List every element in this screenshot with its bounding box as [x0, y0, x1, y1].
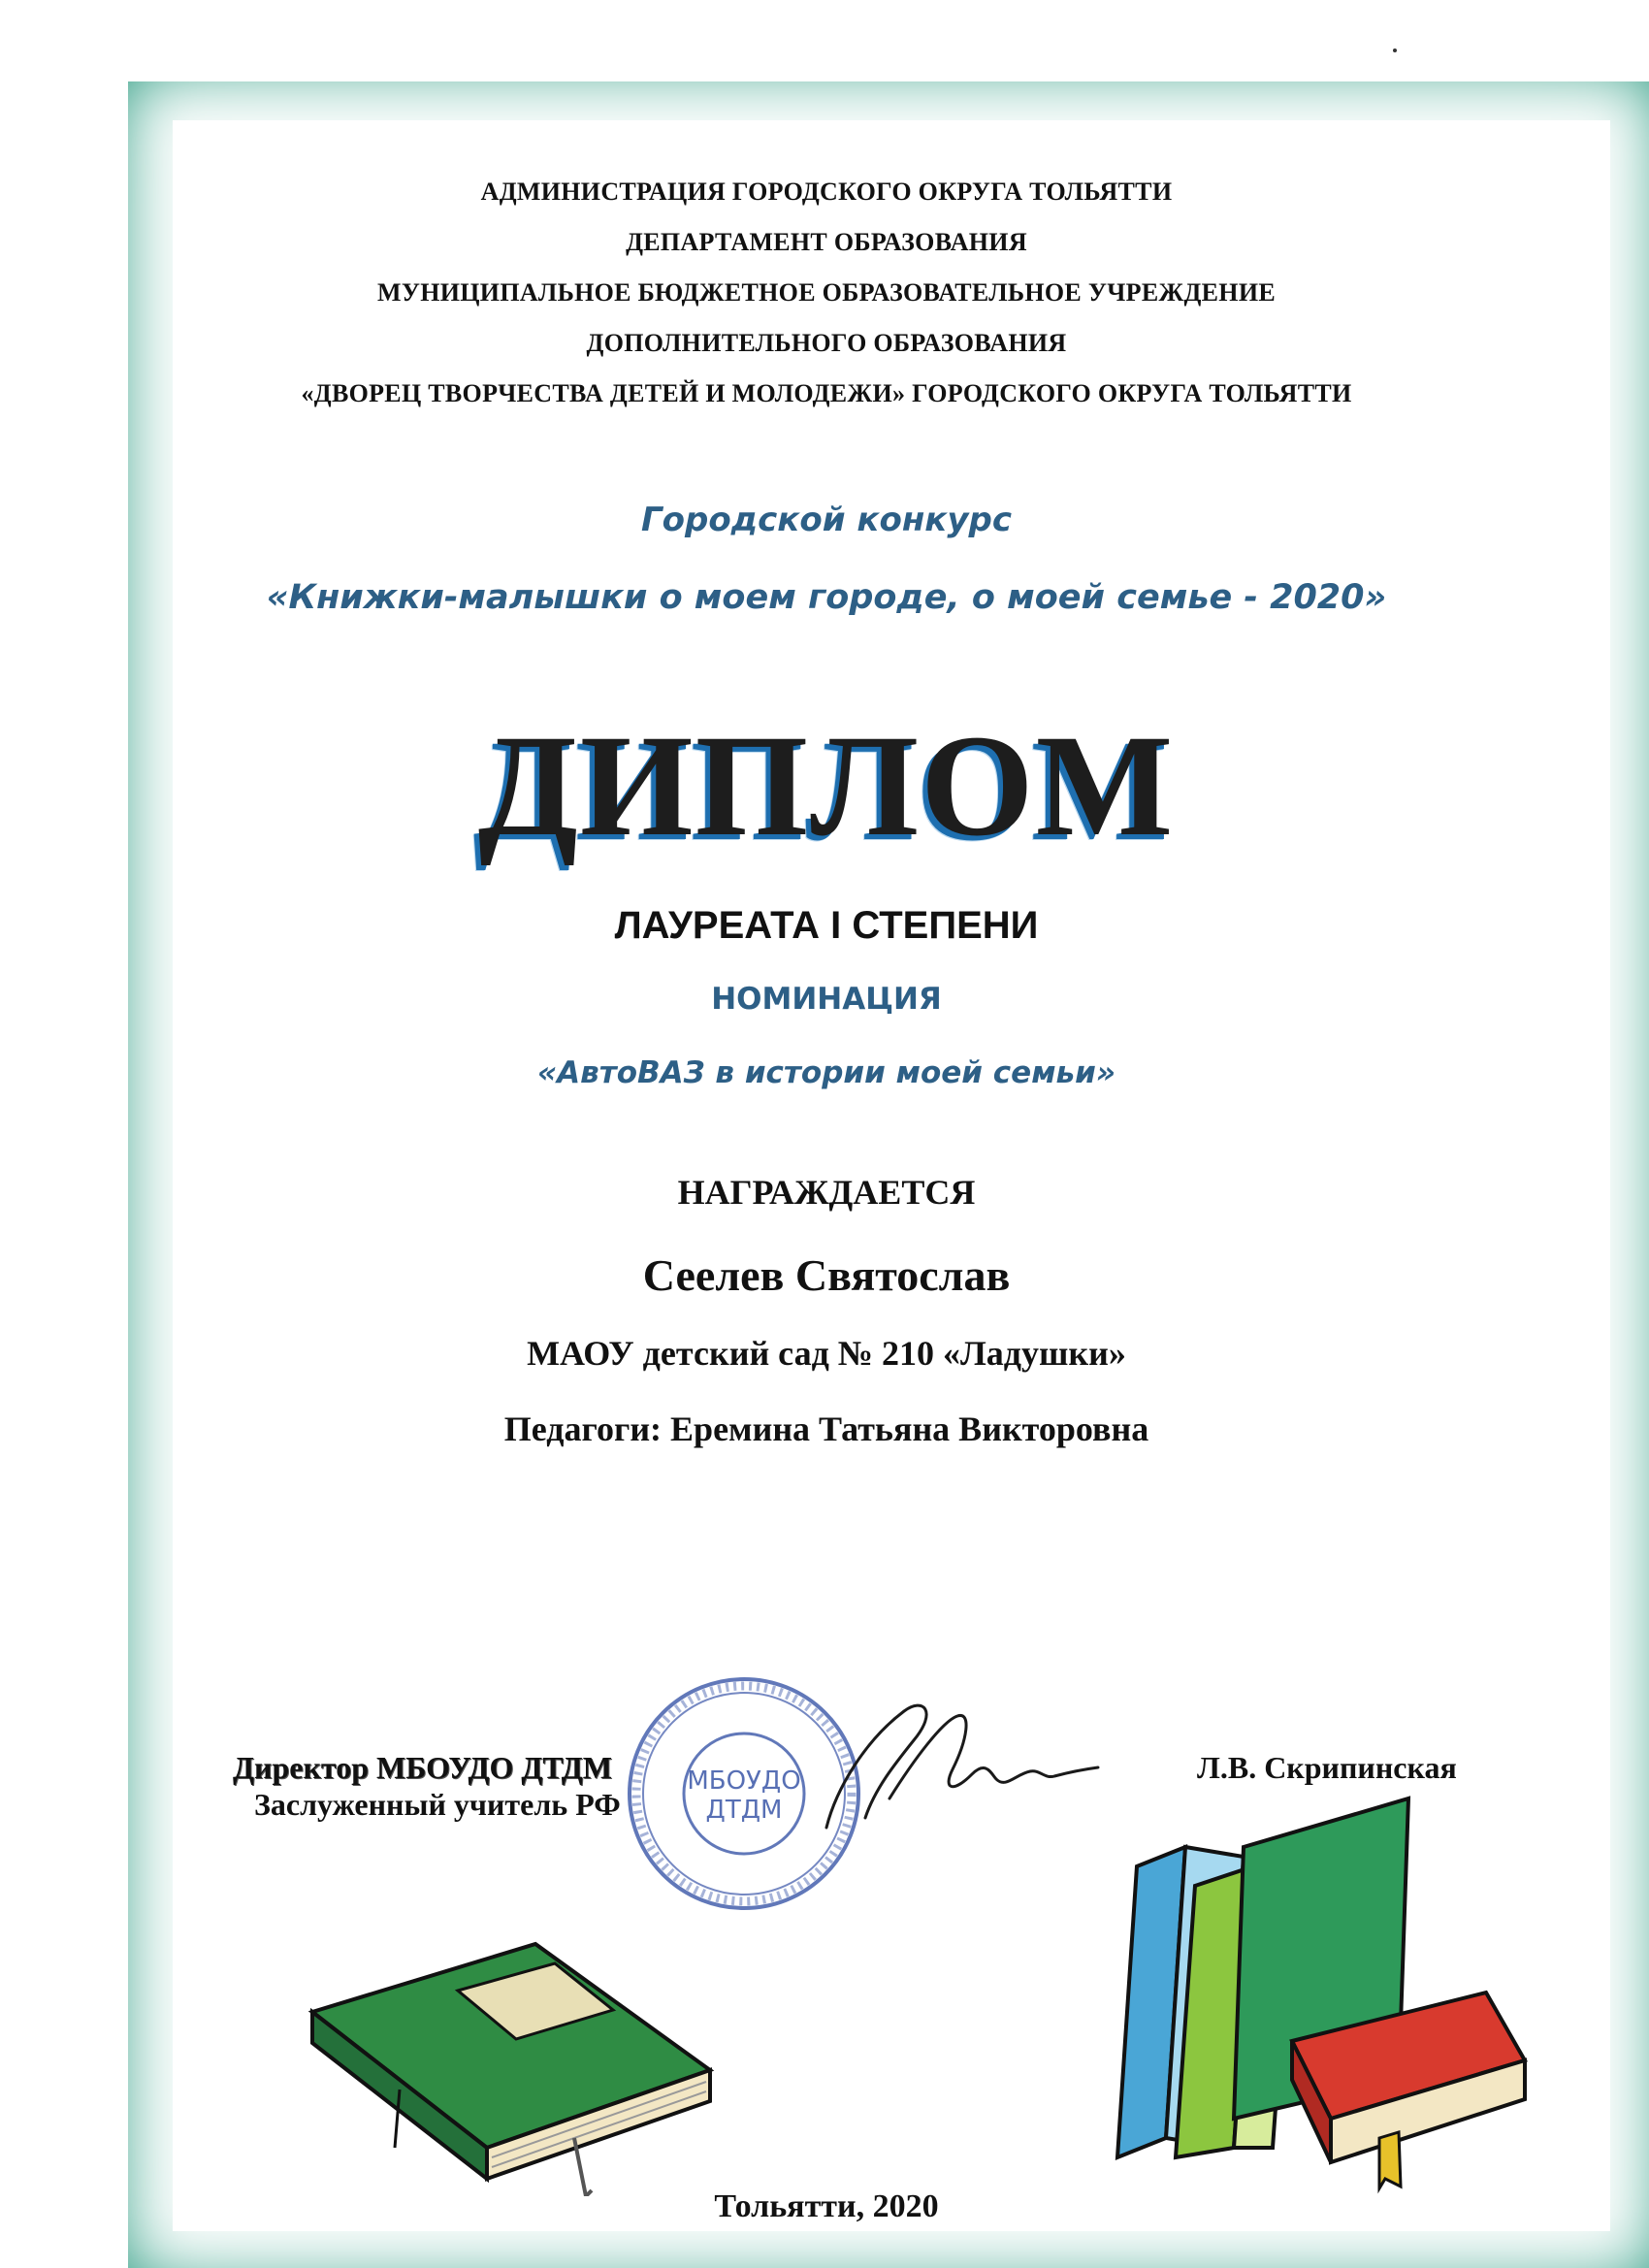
- recipient-name: Сеелев Святослав: [642, 1250, 1011, 1300]
- awarded-label: НАГРАЖДАЕТСЯ: [677, 1173, 976, 1212]
- nomination-title: «АвтоВАЗ в истории моей семьи»: [536, 1055, 1116, 1090]
- nomination-label: НОМИНАЦИЯ: [711, 982, 942, 1017]
- header-line-additional-education: ДОПОЛНИТЕЛЬНОГО ОБРАЗОВАНИЯ: [586, 329, 1067, 357]
- signer-name: Л.В. Скрипинская: [1197, 1750, 1457, 1785]
- scan-speck: [1393, 49, 1397, 52]
- signer-position: Директор МБОУДО ДТДМ: [233, 1750, 612, 1785]
- signer-title: Заслуженный учитель РФ: [254, 1787, 621, 1822]
- handwritten-signature: [797, 1682, 1108, 1847]
- stack-of-books-icon: [1098, 1789, 1535, 2196]
- contest-label: Городской конкурс: [640, 501, 1013, 539]
- recipient-institution: МАОУ детский сад № 210 «Ладушки»: [527, 1334, 1126, 1373]
- header-line-department: ДЕПАРТАМЕНТ ОБРАЗОВАНИЯ: [626, 228, 1027, 256]
- place-and-year: Тольятти, 2020: [714, 2188, 939, 2224]
- issuer-header: [128, 167, 1525, 419]
- header-line-administration: АДМИНИСТРАЦИЯ ГОРОДСКОГО ОКРУГА ТОЛЬЯТТИ: [480, 178, 1173, 206]
- stamp-text-line1: МБОУДО: [687, 1766, 801, 1796]
- header-line-institution: МУНИЦИПАЛЬНОЕ БЮДЖЕТНОЕ ОБРАЗОВАТЕЛЬНОЕ УЧРЕЖДЕНИЕ: [377, 278, 1276, 307]
- diploma-title: ДИПЛОМ: [477, 705, 1176, 866]
- header-line-palace: «ДВОРЕЦ ТВОРЧЕСТВА ДЕТЕЙ И МОЛОДЕЖИ» ГОРОДСКОГО ОКРУГА ТОЛЬЯТТИ: [301, 379, 1352, 407]
- recipient-teachers: Педагоги: Еремина Татьяна Викторовна: [503, 1409, 1149, 1448]
- stamp-text-line2: ДТДМ: [705, 1796, 783, 1825]
- laureate-degree: ЛАУРЕАТА I СТЕПЕНИ: [614, 904, 1039, 947]
- diploma-page: [128, 81, 1649, 2268]
- closed-green-book-icon: [283, 1925, 729, 2196]
- contest-title: «Книжки-малышки о моем городе, о моей семье - 2020»: [266, 578, 1387, 617]
